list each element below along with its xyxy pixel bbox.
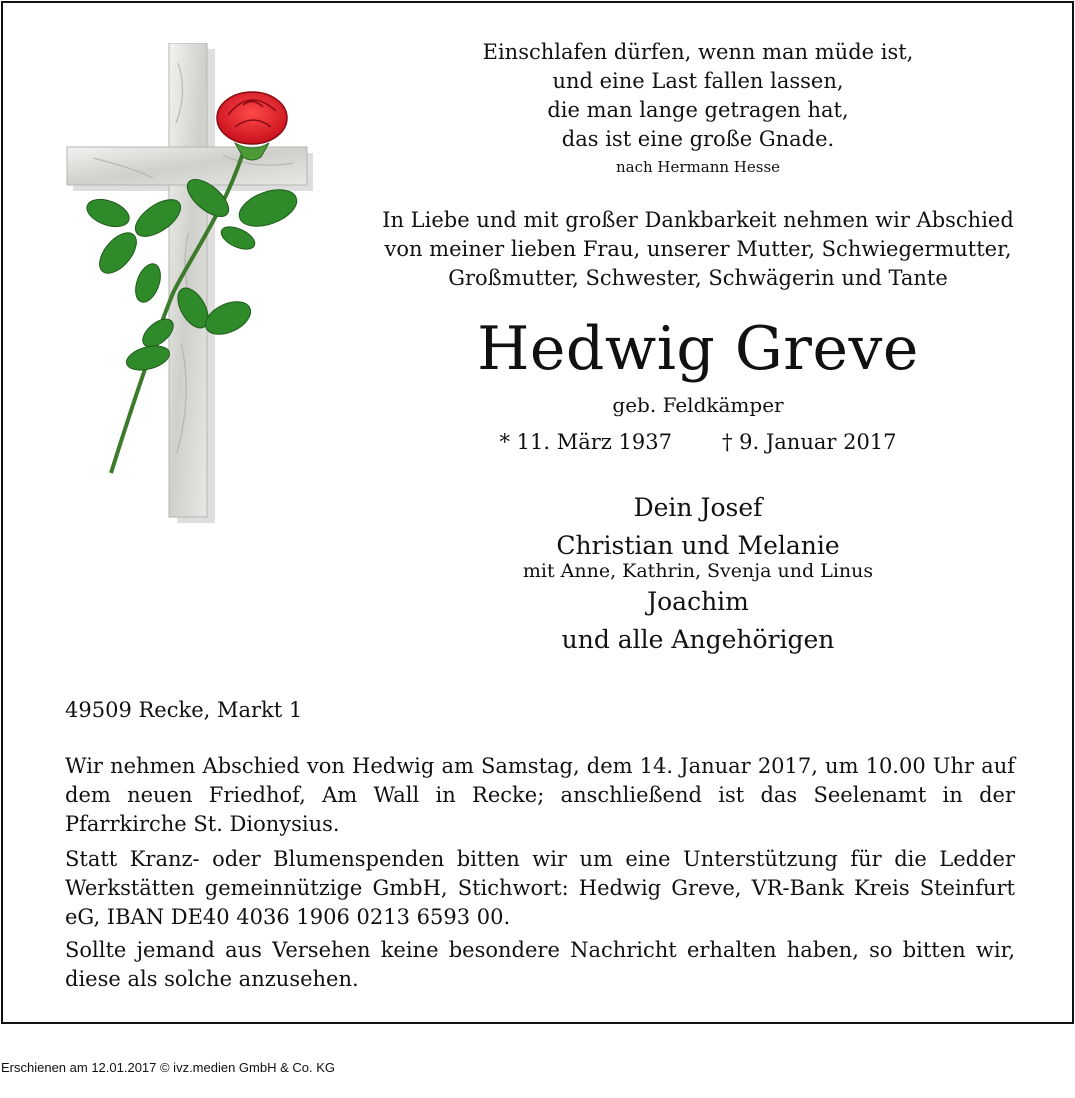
cross-with-rose-icon (63, 43, 313, 523)
poem-line: Einschlafen dürfen, wenn man müde ist, (482, 40, 914, 64)
obituary-frame (1, 1, 1074, 1024)
notice-paragraph: Sollte jemand aus Versehen keine besondere Nachricht erhalten haben, so bitten wir, diese als solche anzusehen. (65, 938, 1015, 991)
mourner-line: Joachim (647, 587, 749, 616)
poem-line: und eine Last fallen lassen, (552, 69, 844, 93)
intro-block (343, 206, 1053, 293)
intro-line: von meiner lieben Frau, unserer Mutter, Schwiegermutter, (384, 237, 1012, 261)
poem-block (343, 38, 1053, 180)
mourner-line: Dein Josef (633, 493, 763, 522)
publication-footer: Erschienen am 12.01.2017 © ivz.medien GmbH & Co. KG (1, 1060, 336, 1075)
poem-line: das ist eine große Gnade. (561, 127, 835, 151)
life-dates (343, 427, 1053, 457)
mourner-line: Christian und Melanie (556, 531, 840, 560)
intro-line: In Liebe und mit großer Dankbarkeit nehmen wir Abschied (382, 208, 1014, 232)
donation-paragraph: Statt Kranz- oder Blumenspenden bitten wir um eine Unterstützung für die Ledder Werkstätten gemeinnützige GmbH, Stichwort: Hedwig Greve, VR-Bank Kreis Steinfurt eG, IBAN DE40 4036 1906 0213 6593 00. (65, 847, 1015, 929)
birth-date: * 11. März 1937 (499, 430, 672, 454)
intro-line: Großmutter, Schwester, Schwägerin und Tante (448, 266, 948, 290)
birth-name: geb. Feldkämper (612, 393, 784, 417)
mourner-subline: mit Anne, Kathrin, Svenja und Linus (522, 560, 874, 582)
poem-line: die man lange getragen hat, (547, 98, 849, 122)
mourners-block (343, 489, 1053, 659)
deceased-name: Hedwig Greve (477, 314, 919, 384)
death-date: † 9. Januar 2017 (721, 430, 897, 454)
mourner-line: und alle Angehörigen (561, 625, 835, 654)
funeral-paragraph: Wir nehmen Abschied von Hedwig am Samstag, dem 14. Januar 2017, um 10.00 Uhr auf dem neuen Friedhof, Am Wall in Recke; anschließend ist das Seelenamt in der Pfarrkirche St. Dionysius. (65, 754, 1015, 836)
address: 49509 Recke, Markt 1 (65, 698, 303, 722)
poem-source: nach Hermann Hesse (615, 158, 781, 176)
